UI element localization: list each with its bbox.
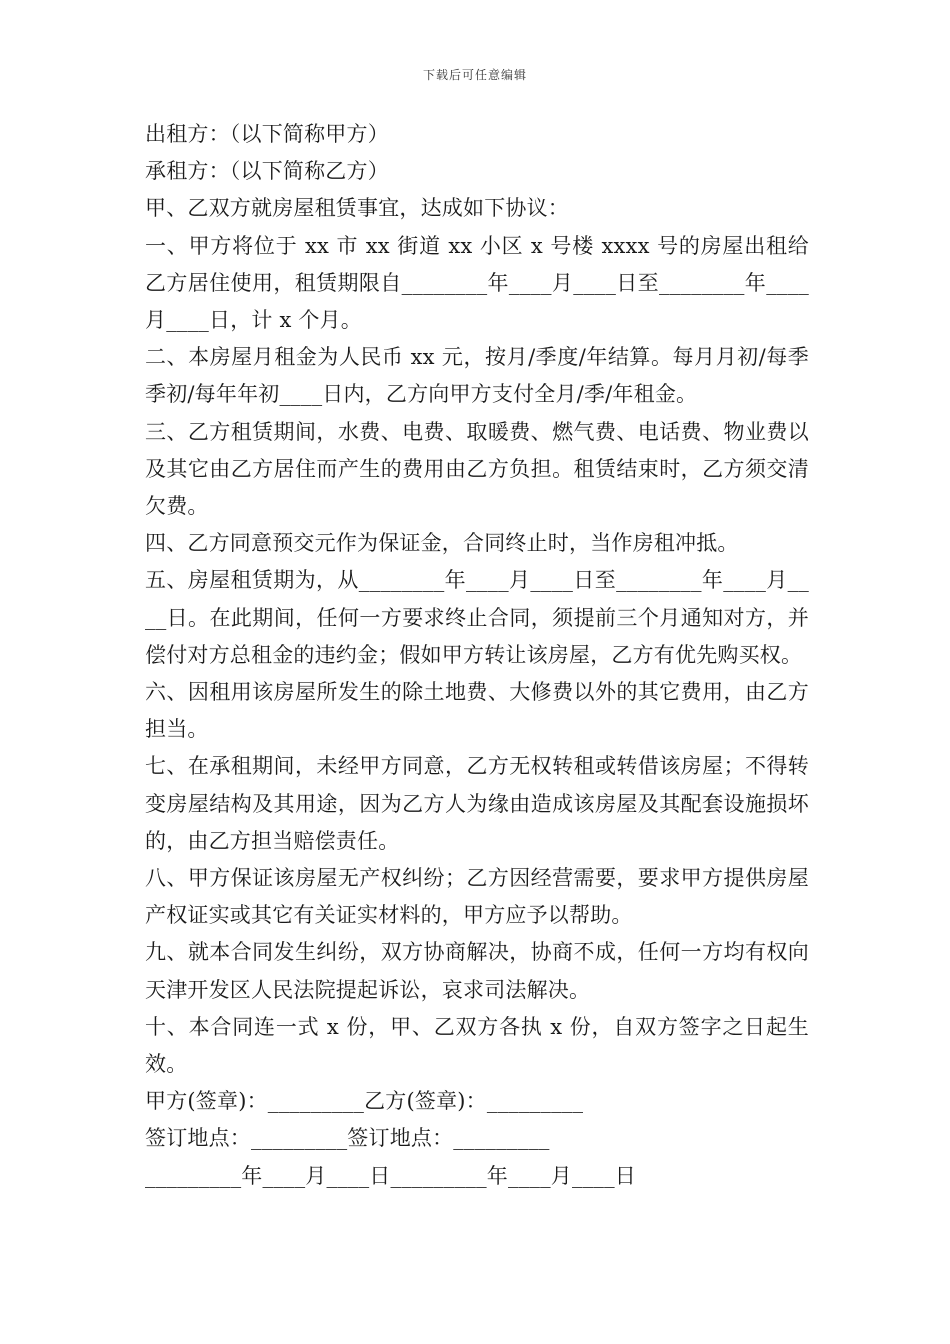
party-a-line: 出租方：（以下简称甲方） (145, 122, 389, 146)
signing-date-line: _________年____月____日_________年____月____日 (145, 1163, 636, 1188)
signature-line: 甲方(签章)：_________乙方(签章)：_________ (145, 1089, 584, 1114)
clause-3: 三、乙方租赁期间，水费、电费、取暖费、燃气费、电话费、物业费以及其它由乙方居住而产生的费用由乙方负担。租赁结束时，乙方须交清欠费。 (145, 419, 809, 519)
party-b-line: 承租方：（以下简称乙方） (145, 159, 389, 184)
clause-9: 九、就本合同发生纠纷，双方协商解决，协商不成，任何一方均有权向天津开发区人民法院提起诉讼，哀求司法解决。 (145, 940, 809, 1002)
clause-10: 十、本合同连一式 x 份，甲、乙双方各执 x 份，自双方签字之日起生效。 (145, 1014, 809, 1077)
clause-4: 四、乙方同意预交元作为保证金，合同终止时，当作房租冲抵。 (145, 531, 739, 556)
clause-6: 六、因租用该房屋所发生的除土地费、大修费以外的其它费用，由乙方担当。 (145, 680, 809, 742)
clause-8: 八、甲方保证该房屋无产权纠纷；乙方因经营需要，要求甲方提供房屋产权证实或其它有关证实材料的，甲方应予以帮助。 (145, 866, 809, 928)
page-header-note: 下载后可任意编辑 (422, 68, 527, 82)
clause-7: 七、在承租期间，未经甲方同意，乙方无权转租或转借该房屋；不得转变房屋结构及其用途，因为乙方人为缘由造成该房屋及其配套设施损坏的，由乙方担当赔偿责任。 (145, 754, 809, 853)
signing-place-line: 签订地点：_________签订地点：_________ (145, 1126, 550, 1151)
clause-1: 一、甲方将位于 xx 市 xx 街道 xx 小区 x 号楼 xxxx 号的房屋出租给乙方居住使用，租赁期限自________年____月____日至________年____月____日，计 x 个月。 (145, 233, 809, 333)
agreement-intro: 甲、乙双方就房屋租赁事宜，达成如下协议： (145, 196, 569, 221)
clause-5: 五、房屋租赁期为，从________年____月____日至________年____月____日。在此期间，任何一方要求终止合同，须提前三个月通知对方，并偿付对方总租金的违约金；假如甲方转让该房屋，乙方有优先购买权。 (145, 568, 809, 667)
contract-body (145, 116, 809, 1195)
clause-2: 二、本房屋月租金为人民币 xx 元，按月/季度/年结算。每月月初/每季季初/每年年初____日内，乙方向甲方支付全月/季/年租金。 (145, 345, 809, 407)
